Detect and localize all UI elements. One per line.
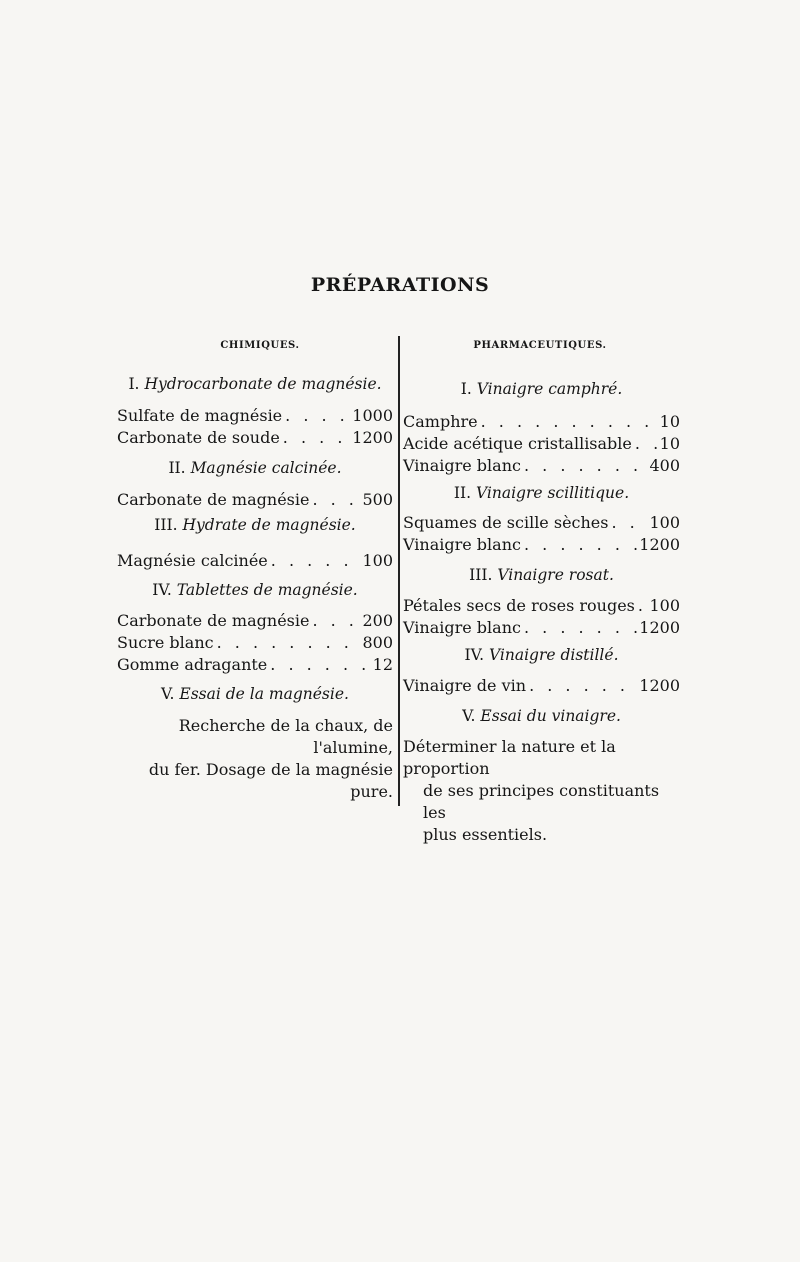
item-qty: 10 [659, 434, 680, 453]
text-line: Déterminer la nature et la proportion [403, 737, 616, 778]
section-numeral: V. [161, 685, 175, 703]
text-line: du fer. Dosage de la magnésie pure. [148, 760, 393, 801]
item-qty: 400 [649, 456, 680, 475]
section-name: Tablettes de magnésie. [176, 581, 358, 599]
list-item [403, 675, 680, 697]
leader-dots [267, 654, 370, 676]
section-heading [117, 457, 393, 479]
item-qty: 10 [659, 412, 680, 431]
list-item [403, 433, 680, 455]
leader-dots [282, 405, 350, 427]
leader-dots [608, 512, 647, 534]
item-label: Sulfate de magnésie [117, 406, 283, 425]
list-item [117, 550, 393, 572]
text-line: plus essentiels. [423, 825, 548, 844]
section-name: Vinaigre scillitique. [475, 484, 630, 502]
item-label: Carbonate de soude [117, 428, 280, 447]
leader-dots [521, 617, 637, 639]
section-numeral: II. [453, 484, 472, 502]
section-heading [403, 705, 680, 727]
section-numeral: III. [469, 566, 493, 584]
item-qty: 800 [362, 633, 393, 652]
column-pharmaceutiques [403, 375, 680, 846]
list-item [117, 654, 393, 676]
item-label: Camphre [403, 412, 478, 431]
section-name: Essai du vinaigre. [480, 707, 621, 725]
list-item [117, 427, 393, 449]
section-numeral: I. [460, 380, 472, 398]
section-name: Hydrocarbonate de magnésie. [144, 375, 382, 393]
leader-dots [214, 632, 361, 654]
section-name: Magnésie calcinée. [190, 459, 342, 477]
list-item [117, 489, 393, 511]
section-heading [403, 644, 680, 666]
list-item [403, 617, 680, 639]
section-text [403, 736, 680, 846]
section-numeral: II. [168, 459, 186, 477]
item-qty: 100 [649, 513, 680, 532]
list-item [117, 610, 393, 632]
leader-dots [635, 595, 648, 617]
list-item [403, 512, 680, 534]
column-divider [398, 336, 400, 806]
section-heading [117, 579, 393, 601]
leader-dots [521, 455, 647, 477]
leader-dots [521, 534, 637, 556]
item-qty: 100 [362, 551, 393, 570]
column-header-pharmaceutiques: PHARMACEUTIQUES. [473, 340, 607, 351]
text-line: de ses principes constituants les [423, 781, 660, 822]
section-name: Vinaigre distillé. [488, 646, 619, 664]
list-item [117, 405, 393, 427]
item-label: Gomme adragante [117, 655, 268, 674]
item-label: Carbonate de magnésie [117, 611, 310, 630]
section-heading [403, 378, 680, 400]
section-heading [117, 373, 393, 395]
column-header-chimiques: CHIMIQUES. [220, 340, 300, 351]
item-qty: 1200 [639, 535, 680, 554]
item-label: Vinaigre blanc [403, 618, 521, 637]
section-name: Essai de la magnésie. [179, 685, 349, 703]
list-item [403, 534, 680, 556]
section-numeral: III. [154, 516, 178, 534]
item-label: Squames de scille sèches [403, 513, 609, 532]
section-heading [403, 482, 680, 504]
leader-dots [478, 411, 658, 433]
leader-dots [526, 675, 637, 697]
section-numeral: I. [128, 375, 140, 393]
section-numeral: IV. [152, 581, 172, 599]
item-label: Vinaigre blanc [403, 535, 521, 554]
leader-dots [268, 550, 361, 572]
leader-dots [280, 427, 350, 449]
list-item [403, 595, 680, 617]
item-label: Magnésie calcinée [117, 551, 268, 570]
list-item [403, 411, 680, 433]
item-label: Acide acétique cristallisable [403, 434, 632, 453]
section-numeral: IV. [464, 646, 485, 664]
item-qty: 500 [362, 490, 393, 509]
item-label: Pétales secs de roses rouges [403, 596, 635, 615]
item-qty: 200 [362, 611, 393, 630]
item-qty: 1200 [352, 428, 393, 447]
text-line: Recherche de la chaux, de l'alumine, [178, 716, 393, 757]
section-text [117, 715, 393, 803]
section-name: Vinaigre rosat. [497, 566, 614, 584]
section-name: Vinaigre camphré. [476, 380, 623, 398]
leader-dots [309, 610, 360, 632]
section-name: Hydrate de magnésie. [182, 516, 356, 534]
item-qty: 1000 [352, 406, 393, 425]
item-qty: 1200 [639, 676, 680, 695]
leader-dots [309, 489, 360, 511]
item-qty: 12 [372, 655, 393, 674]
list-item [117, 632, 393, 654]
item-qty: 100 [649, 596, 680, 615]
item-label: Carbonate de magnésie [117, 490, 310, 509]
section-numeral: V. [462, 707, 476, 725]
item-qty: 1200 [639, 618, 680, 637]
leader-dots [632, 433, 658, 455]
section-heading [117, 683, 393, 705]
section-heading [117, 514, 393, 536]
section-heading [403, 564, 680, 586]
item-label: Vinaigre de vin [403, 676, 527, 695]
item-label: Vinaigre blanc [403, 456, 521, 475]
item-label: Sucre blanc [117, 633, 214, 652]
list-item [403, 455, 680, 477]
page-title: PRÉPARATIONS [310, 274, 490, 296]
column-chimiques [117, 370, 393, 803]
